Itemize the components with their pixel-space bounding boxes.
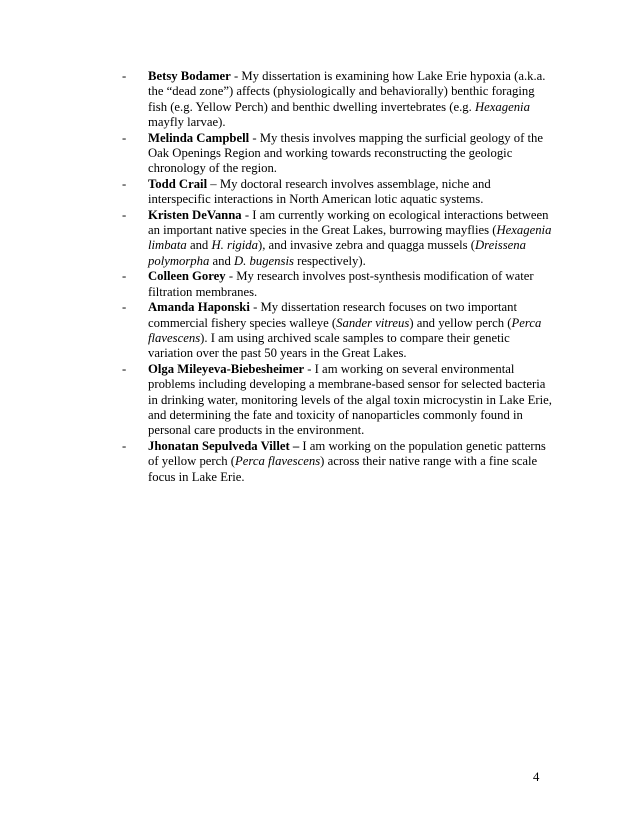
description-text: - I am currently working on ecological interactions between an important native species in the Great Lakes, burrowing mayflies ( <box>148 207 549 238</box>
entry-text <box>148 69 545 129</box>
description-text: - My dissertation research focuses on two important commercial fishery species walleye ( <box>148 300 517 330</box>
description-text: respectively). <box>293 253 366 268</box>
species-name: Hexagenia <box>474 99 530 114</box>
list-item <box>122 269 552 300</box>
description-text: I am working on the population genetic patterns of yellow perch ( <box>148 438 546 469</box>
bullet-dash: - <box>122 130 127 145</box>
person-name: Kristen DeVanna <box>148 207 242 222</box>
species-name: Perca flavescens <box>235 454 321 469</box>
page-number: 4 <box>533 770 540 784</box>
person-name: Betsy Bodamer <box>148 69 231 83</box>
list-item <box>122 300 552 362</box>
entry-text <box>148 131 543 176</box>
list-item <box>122 362 552 439</box>
bullet-dash: - <box>122 69 127 83</box>
entry-text <box>148 439 546 484</box>
entry-text <box>148 208 551 268</box>
person-name: Todd Crail <box>148 176 208 191</box>
species-name: Perca flavescens <box>148 315 542 345</box>
description-text: – My doctoral research involves assemblage, niche and interspecific interactions in North American lotic aquatic systems. <box>148 176 491 207</box>
list-item <box>122 69 552 131</box>
description-text: mayfly larvae). <box>148 115 226 130</box>
list-item <box>122 208 552 270</box>
bullet-dash: - <box>122 361 127 376</box>
list-item <box>122 439 552 485</box>
list-item <box>122 177 552 208</box>
description-text: ) across their native range with a fine scale focus in Lake Erie. <box>148 454 538 484</box>
bullet-dash: - <box>122 207 127 222</box>
description-text: and <box>209 253 234 268</box>
bullet-dash: - <box>122 176 127 191</box>
student-research-list <box>122 69 552 485</box>
description-text: ), and invasive zebra and quagga mussels ( <box>257 238 476 253</box>
species-name: Dreissena polymorpha <box>148 238 526 268</box>
bullet-dash: - <box>122 438 127 453</box>
person-name: Amanda Haponski <box>148 300 250 315</box>
species-name: H. rigida <box>211 238 258 253</box>
entry-text <box>148 269 534 298</box>
description-text: ). I am using archived scale samples to compare their genetic variation over the past 50 years in the Great Lakes. <box>148 330 510 361</box>
species-name: D. bugensis <box>234 253 294 268</box>
list-item <box>122 131 552 177</box>
entry-text <box>148 177 491 206</box>
person-name: Olga Mileyeva-Biebesheimer <box>148 361 305 376</box>
entry-text <box>148 362 552 438</box>
bullet-dash: - <box>122 269 127 284</box>
entry-text <box>148 300 541 360</box>
description-text: and <box>186 238 212 253</box>
species-name: Sander vitreus <box>336 315 410 330</box>
description-text: - My dissertation is examining how Lake Erie hypoxia (a.k.a. the “dead zone”) affects (physiologically and behaviorally) benthic foraging fish (e.g. Yellow Perch) and benthic dwelling invertebrates (e.g. <box>148 69 546 114</box>
description-text: - My research involves post-synthesis modification of water filtration membranes. <box>148 269 534 299</box>
description-text: ) and yellow perch ( <box>409 315 512 330</box>
description-text: - I am working on several environmental problems including developing a membrane-based sensor for selected bacteria in drinking water, monitoring levels of the algal toxin microcystin in Lake Erie, and determining the fate and toxicity of nanoparticles commonly found in personal care products in the environment. <box>148 361 552 438</box>
species-name: Hexagenia limbata <box>148 223 552 253</box>
person-name: Melinda Campbell <box>148 130 250 145</box>
description-text: - My thesis involves mapping the surficial geology of the Oak Openings Region and working towards reconstructing the geologic chronology of the region. <box>148 130 544 176</box>
person-name: Colleen Gorey <box>148 269 226 284</box>
bullet-dash: - <box>122 300 127 315</box>
person-name: Jhonatan Sepulveda Villet – <box>148 438 300 453</box>
